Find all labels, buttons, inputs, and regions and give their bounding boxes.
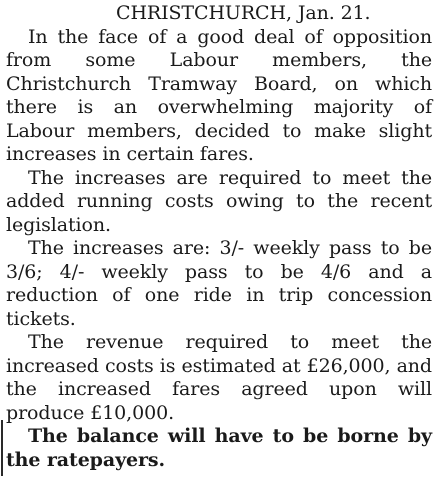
paragraph-running-costs: The increases are required to meet the added running costs owing to the recent legislation. [6,166,432,236]
paragraph-fare-increases: The increases are: 3/- weekly pass to be 3/6; 4/- weekly pass to be 4/6 and a reduction of one ride in trip concession tickets. [6,237,432,330]
paragraph-revenue: The revenue required to meet the increased costs is estimated at £26,000, and the increased fares agreed upon will produce £10,000. [6,331,432,424]
paragraph-ratepayers: The balance will have to be borne by the ratepayers. [6,425,432,471]
news-article [6,2,432,472]
paragraph-opposition: In the face of a good deal of opposition from some Labour members, the Christchurch Tramway Board, on which there is an overwhelming majority of Labour members, decided to make slight increases in certain fares. [6,25,432,165]
column-rule [1,420,3,476]
dateline: CHRISTCHURCH, Jan. 21. [116,2,371,24]
